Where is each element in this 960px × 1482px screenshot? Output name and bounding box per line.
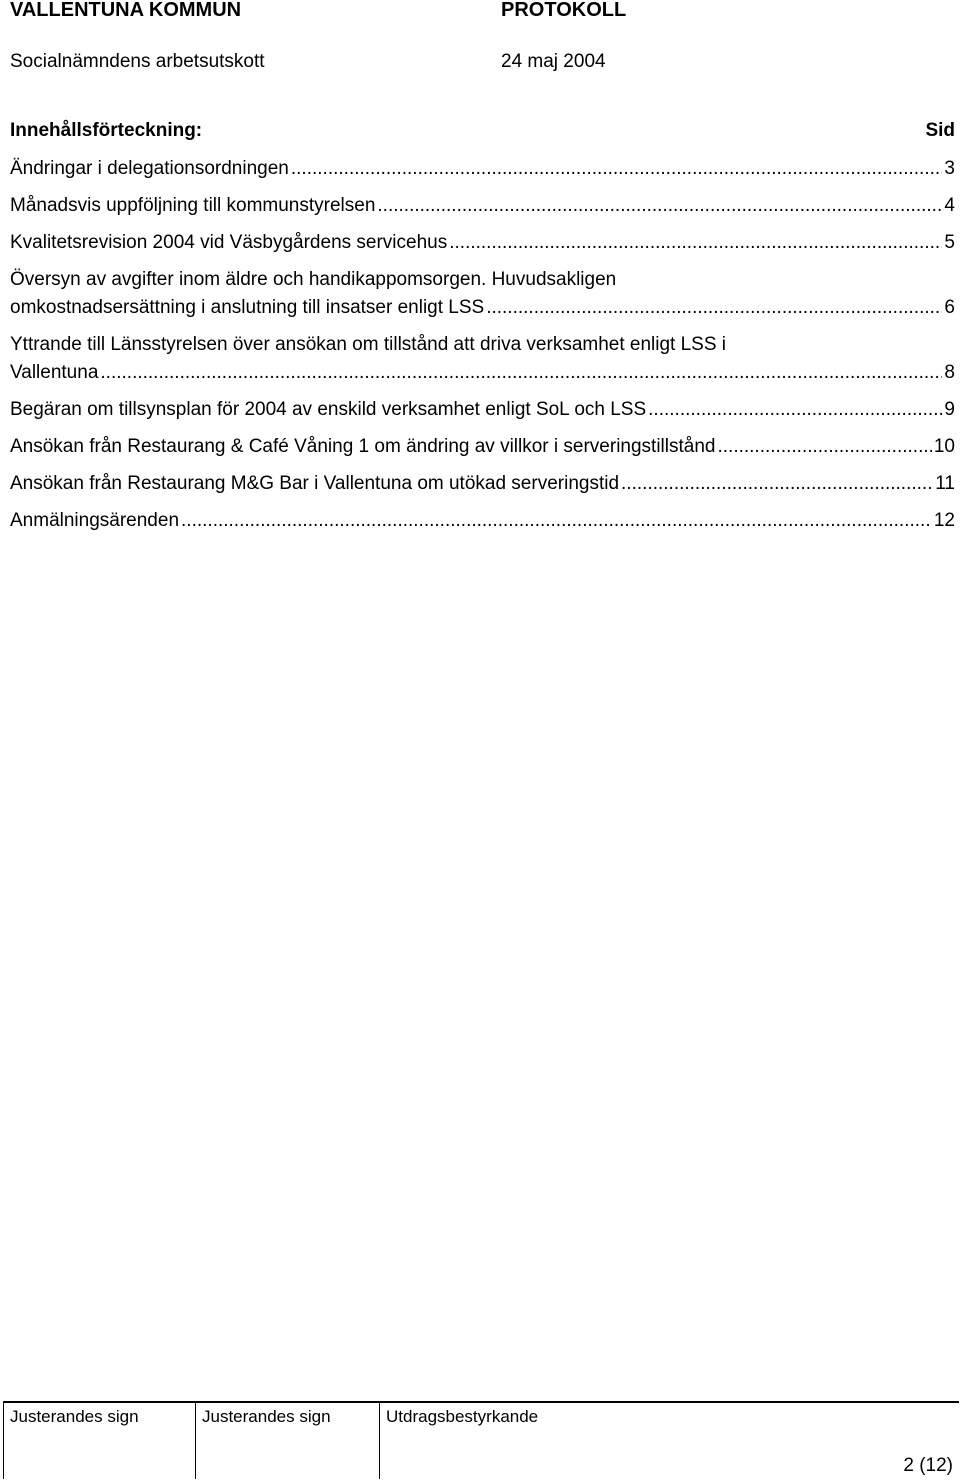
extract-verification-box [380, 1403, 959, 1479]
toc-entry [10, 507, 955, 535]
toc-entry-page: 8 [944, 362, 955, 383]
toc-entry-title: Månadsvis uppföljning till kommunstyrelsen [10, 195, 376, 216]
organization-name: VALLENTUNA KOMMUN [10, 0, 242, 21]
toc-entry-page: 12 [933, 510, 955, 531]
toc-entry-line [10, 433, 955, 461]
toc-entry-page: 4 [944, 195, 955, 216]
toc-entry-title: Ansökan från Restaurang & Café Våning 1 om ändring av villkor i serveringstillstånd [10, 436, 716, 457]
toc-entry-line [10, 396, 955, 424]
signature-label-2: Justerandes sign [202, 1407, 331, 1426]
toc-entry-page: 6 [944, 297, 955, 318]
toc-entry-line [10, 294, 955, 322]
toc-header [10, 120, 955, 150]
toc-entry [10, 229, 955, 257]
signature-label-1: Justerandes sign [10, 1407, 139, 1426]
toc-entry-line [10, 470, 955, 498]
meeting-date: 24 maj 2004 [501, 51, 606, 72]
dot-leader [486, 294, 942, 322]
page-indicator: 2 (12) [903, 1455, 953, 1476]
toc-entry-title: Vallentuna [10, 362, 99, 383]
toc-entry-lead-line: Yttrande till Länsstyrelsen över ansökan om tillstånd att driva verksamhet enligt LSS i [10, 334, 727, 355]
toc-entry-line [10, 229, 955, 257]
committee-name: Socialnämndens arbetsutskott [10, 51, 265, 72]
toc-entry-title: Begäran om tillsynsplan för 2004 av enskild verksamhet enligt SoL och LSS [10, 399, 647, 420]
signature-box-2 [196, 1403, 380, 1479]
toc-entry-title: Ansökan från Restaurang M&G Bar i Vallentuna om utökad serveringstid [10, 473, 620, 494]
toc-entry [10, 331, 955, 387]
toc-entry-page: 10 [933, 436, 955, 457]
toc-entry-line [10, 359, 955, 387]
toc-list [10, 155, 955, 535]
toc-heading: Innehållsförteckning: [10, 120, 203, 141]
toc-entry-line [10, 507, 955, 535]
toc-entry [10, 155, 955, 183]
dot-leader [181, 507, 932, 535]
table-of-contents [10, 120, 955, 544]
toc-entry-page: 5 [944, 232, 955, 253]
toc-entry [10, 470, 955, 498]
toc-entry [10, 433, 955, 461]
toc-entry-title: Kvalitetsrevision 2004 vid Väsbygårdens servicehus [10, 232, 448, 253]
page-column-heading: Sid [925, 120, 955, 141]
dot-leader [449, 229, 942, 257]
toc-entry-page: 11 [935, 473, 955, 494]
signature-footer [3, 1401, 959, 1479]
signature-box-1 [4, 1403, 196, 1479]
dot-leader [100, 359, 942, 387]
toc-entry-line [10, 155, 955, 183]
toc-entry [10, 192, 955, 220]
document-type: PROTOKOLL [501, 0, 627, 21]
dot-leader [291, 155, 943, 183]
dot-leader [717, 433, 931, 461]
toc-entry-lead-line: Översyn av avgifter inom äldre och handikappomsorgen. Huvudsakligen [10, 269, 617, 290]
toc-entry-line [10, 192, 955, 220]
toc-entry-title: Ändringar i delegationsordningen [10, 158, 289, 179]
extract-verification-label: Utdragsbestyrkande [386, 1407, 539, 1426]
toc-entry-page: 3 [944, 158, 955, 179]
dot-leader [648, 396, 942, 424]
toc-entry [10, 266, 955, 322]
toc-entry [10, 396, 955, 424]
dot-leader [377, 192, 942, 220]
toc-entry-title: omkostnadsersättning i anslutning till insatser enligt LSS [10, 297, 485, 318]
dot-leader [621, 470, 933, 498]
toc-entry-title: Anmälningsärenden [10, 510, 180, 531]
toc-entry-page: 9 [944, 399, 955, 420]
